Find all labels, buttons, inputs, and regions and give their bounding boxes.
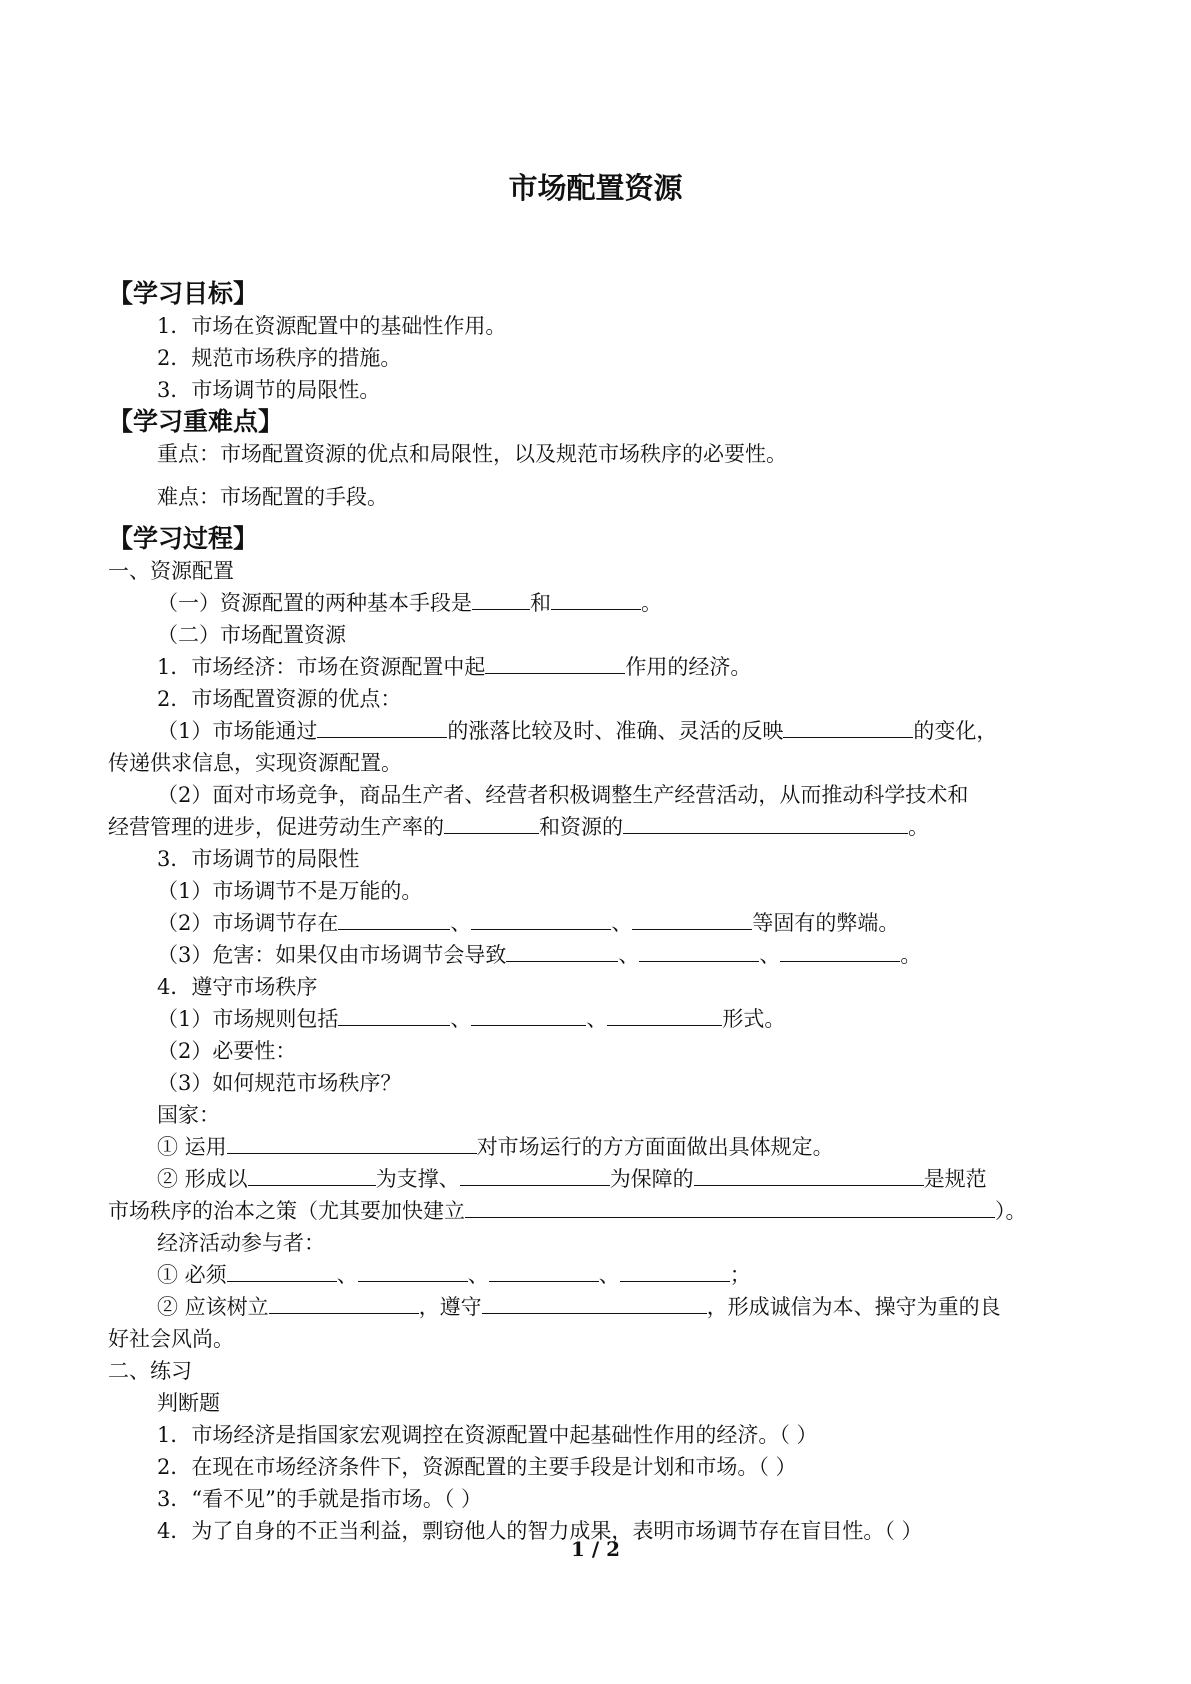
question-line: 国家： [157,1103,220,1127]
question-line: （1）市场能通过 的涨落比较及时、准确、灵活的反映 的变化， [157,715,997,747]
answer-blank[interactable] [623,812,908,834]
goal-item: 3．市场调节的局限性。 [157,378,381,402]
answer-blank[interactable] [472,588,530,610]
question-line: ② 形成以 为支撑、 为保障的 是规范 [157,1163,987,1195]
answer-blank[interactable] [227,1260,337,1282]
answer-blank[interactable] [471,908,611,930]
answer-blank[interactable] [338,1004,450,1026]
answer-blank[interactable] [489,1260,599,1282]
question-line: ① 必须 、 、 、 ； [157,1259,751,1291]
answer-blank[interactable] [607,1004,722,1026]
question-line: 市场秩序的治本之策（尤其要加快建立 ）。 [108,1195,1027,1227]
exercise-subheading: 判断题 [157,1391,220,1415]
focus-text: 重点：市场配置资源的优点和局限性，以及规范市场秩序的必要性。 [157,442,787,466]
answer-blank[interactable] [783,716,913,738]
question-line: 经济活动参与者： [157,1231,325,1255]
answer-blank[interactable] [471,1004,586,1026]
answer-blank[interactable] [227,1132,477,1154]
difficulty-text: 难点：市场配置的手段。 [157,485,388,509]
exercise-item[interactable]: 3．“看不见”的手就是指市场。（ ） [157,1487,483,1511]
answer-blank[interactable] [639,940,759,962]
question-line: （2）市场调节存在 、 、 等固有的弊端。 [157,907,899,939]
answer-blank[interactable] [506,940,618,962]
question-line: （3）如何规范市场秩序？ [157,1071,402,1095]
page-title: 市场配置资源 [508,171,683,205]
question-line: 4．遵守市场秩序 [157,975,318,999]
question-line: （1）市场调节不是万能的。 [157,879,423,903]
answer-blank[interactable] [780,940,900,962]
answer-blank[interactable] [444,812,539,834]
answer-blank[interactable] [620,1260,730,1282]
answer-blank[interactable] [632,908,752,930]
key-points-heading: 【学习重难点】 [108,407,284,436]
answer-blank[interactable] [551,588,641,610]
goal-item: 2．规范市场秩序的措施。 [157,346,402,370]
question-line: （二）市场配置资源 [157,623,346,647]
exercise-item[interactable]: 4．为了自身的不正当利益，剽窃他人的智力成果，表明市场调节存在盲目性。（ ） [157,1519,923,1543]
exercise-heading: 二、练习 [108,1359,192,1383]
answer-blank[interactable] [269,1292,419,1314]
question-line: （2）面对市场竞争，商品生产者、经营者积极调整生产经营活动，从而推动科学技术和 [157,783,969,807]
exercise-item[interactable]: 1．市场经济是指国家宏观调控在资源配置中起基础性作用的经济。（ ） [157,1423,818,1447]
answer-blank[interactable] [358,1260,468,1282]
page-number: 1 / 2 [570,1537,621,1561]
question-line: ① 运用 对市场运行的方方面面做出具体规定。 [157,1131,834,1163]
question-line: （2）必要性： [157,1039,297,1063]
question-line: （一）资源配置的两种基本手段是 和 。 [157,587,662,619]
goal-item: 1．市场在资源配置中的基础性作用。 [157,314,507,338]
goals-heading: 【学习目标】 [108,279,259,308]
question-line: ② 应该树立 ，遵守 ，形成诚信为本、操守为重的良 [157,1291,1001,1323]
question-line: 好社会风尚。 [108,1327,234,1351]
answer-blank[interactable] [248,1164,376,1186]
question-line: 传递供求信息，实现资源配置。 [108,751,402,775]
answer-blank[interactable] [485,652,625,674]
answer-blank[interactable] [694,1164,924,1186]
answer-blank[interactable] [338,908,450,930]
answer-blank[interactable] [465,1196,995,1218]
process-heading: 【学习过程】 [108,524,259,553]
question-line: （3）危害：如果仅由市场调节会导致 、 、 。 [157,939,921,971]
question-line: 经营管理的进步，促进劳动生产率的 和资源的 。 [108,811,929,843]
question-line: （1）市场规则包括 、 、 形式。 [157,1003,785,1035]
question-line: 1．市场经济：市场在资源配置中起 作用的经济。 [157,651,751,683]
part1-title: 一、资源配置 [108,559,234,583]
question-line: 3．市场调节的局限性 [157,847,360,871]
answer-blank[interactable] [317,716,447,738]
answer-blank[interactable] [482,1292,707,1314]
answer-blank[interactable] [460,1164,610,1186]
question-line: 2．市场配置资源的优点： [157,687,402,711]
exercise-item[interactable]: 2．在现在市场经济条件下，资源配置的主要手段是计划和市场。（ ） [157,1455,797,1479]
